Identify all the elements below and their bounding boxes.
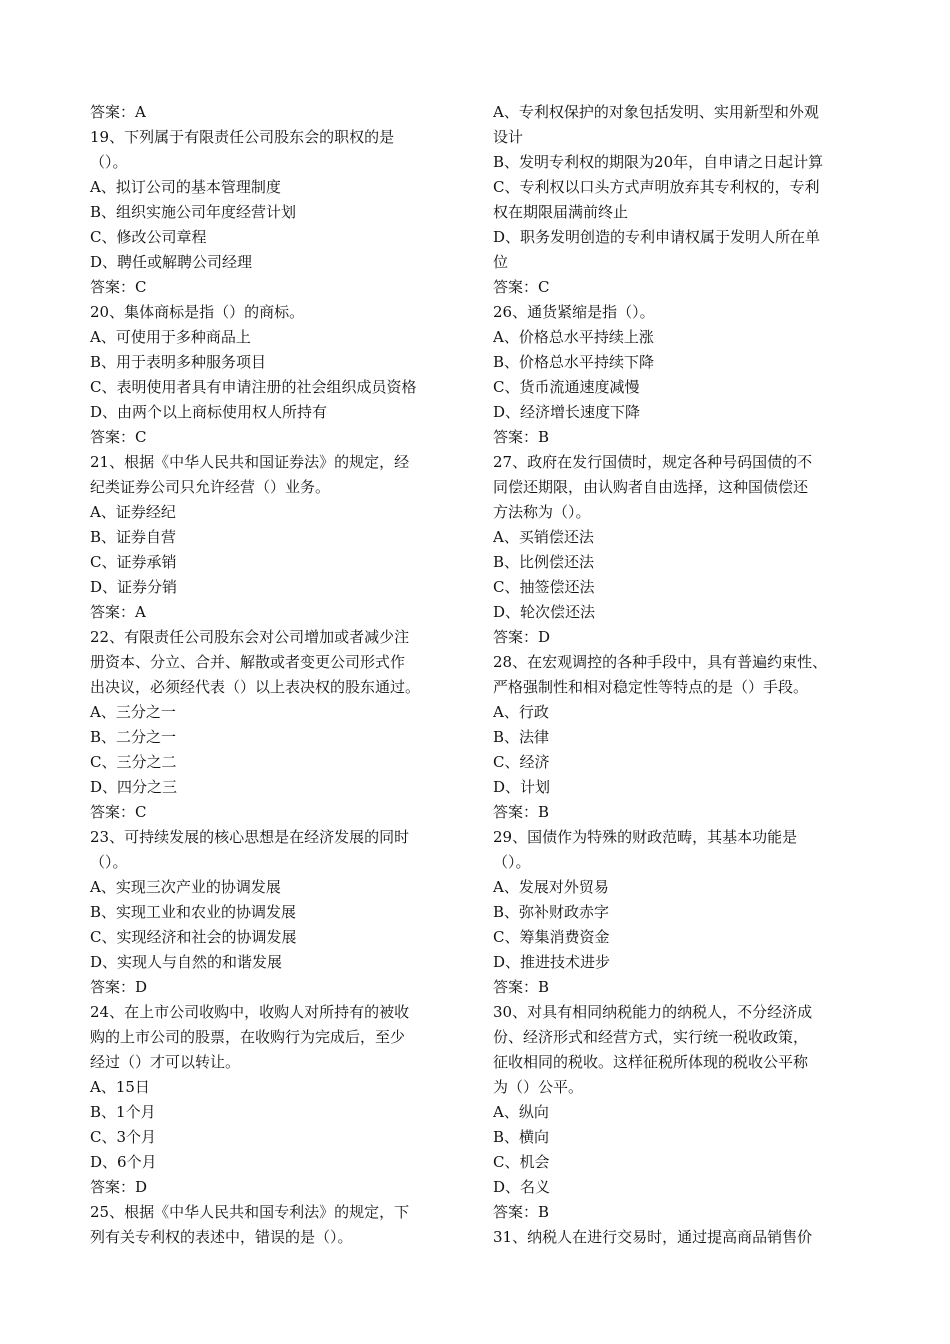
text-line: （）。 xyxy=(493,853,531,871)
text-line: D、计划 xyxy=(493,778,551,796)
text-line: 答案：C xyxy=(90,278,147,296)
text-line: 纪类证券公司只允许经营（）业务。 xyxy=(90,478,331,496)
text-line: 答案：D xyxy=(493,628,551,646)
text-line: C、抽签偿还法 xyxy=(493,578,595,596)
text-line: C、经济 xyxy=(493,753,550,771)
text-line: 列有关专利权的表述中，错误的是（）。 xyxy=(90,1228,353,1246)
text-line: 答案：B xyxy=(493,1203,550,1221)
text-line: C、修改公司章程 xyxy=(90,228,207,246)
text-line: 方法称为（）。 xyxy=(493,503,591,521)
text-line: （）。 xyxy=(90,153,128,171)
text-line: D、实现人与自然的和谐发展 xyxy=(90,953,283,971)
text-line: B、发明专利权的期限为20年，自申请之日起计算 xyxy=(493,153,824,171)
text-line: C、机会 xyxy=(493,1153,550,1171)
text-line: 21、根据《中华人民共和国证券法》的规定，经 xyxy=(90,453,410,471)
text-line: 出决议，必须经代表（）以上表决权的股东通过。 xyxy=(90,678,421,696)
text-line: D、经济增长速度下降 xyxy=(493,403,641,421)
text-line: 答案：A xyxy=(90,103,146,121)
text-line: 答案：D xyxy=(90,1178,148,1196)
text-line: 答案：B xyxy=(493,978,550,996)
text-line: B、弥补财政赤字 xyxy=(493,903,610,921)
text-line: A、可使用于多种商品上 xyxy=(90,328,251,346)
text-line: 29、国债作为特殊的财政范畴，其基本功能是 xyxy=(493,828,798,846)
text-line: 为（）公平。 xyxy=(493,1078,584,1096)
text-line: C、专利权以口头方式声明放弃其专利权的，专利 xyxy=(493,178,820,196)
text-line: 严格强制性和相对稳定性等特点的是（）手段。 xyxy=(493,678,809,696)
text-line: B、法律 xyxy=(493,728,550,746)
text-line: 经过（）才可以转让。 xyxy=(90,1053,241,1071)
text-line: A、买销偿还法 xyxy=(493,528,594,546)
text-line: A、行政 xyxy=(493,703,549,721)
text-line: D、四分之三 xyxy=(90,778,178,796)
text-line: B、证券自营 xyxy=(90,528,177,546)
text-line: B、二分之一 xyxy=(90,728,177,746)
text-line: 设计 xyxy=(493,128,524,146)
text-line: A、纵向 xyxy=(493,1103,549,1121)
text-line: 26、通货紧缩是指（）。 xyxy=(493,303,655,321)
text-line: B、价格总水平持续下降 xyxy=(493,353,655,371)
text-line: A、专利权保护的对象包括发明、实用新型和外观 xyxy=(493,103,819,121)
text-line: A、发展对外贸易 xyxy=(493,878,609,896)
text-line: 28、在宏观调控的各种手段中，具有普遍约束性、 xyxy=(493,653,828,671)
text-line: B、横向 xyxy=(493,1128,550,1146)
text-line: 22、有限责任公司股东会对公司增加或者减少注 xyxy=(90,628,410,646)
text-line: 30、对具有相同纳税能力的纳税人，不分经济成 xyxy=(493,1003,813,1021)
text-line: 购的上市公司的股票，在收购行为完成后，至少 xyxy=(90,1028,406,1046)
text-line: A、实现三次产业的协调发展 xyxy=(90,878,281,896)
text-line: A、三分之一 xyxy=(90,703,176,721)
text-line: 册资本、分立、合并、解散或者变更公司形式作 xyxy=(90,653,406,671)
text-line: 答案：C xyxy=(493,278,550,296)
text-line: B、1个月 xyxy=(90,1103,156,1121)
text-line: D、轮次偿还法 xyxy=(493,603,596,621)
text-line: 答案：D xyxy=(90,978,148,996)
text-line: D、职务发明创造的专利申请权属于发明人所在单 xyxy=(493,228,821,246)
text-line: B、比例偿还法 xyxy=(493,553,595,571)
text-line: 25、根据《中华人民共和国专利法》的规定，下 xyxy=(90,1203,410,1221)
text-line: C、筹集消费资金 xyxy=(493,928,610,946)
text-line: 19、下列属于有限责任公司股东会的职权的是 xyxy=(90,128,395,146)
text-line: A、价格总水平持续上涨 xyxy=(493,328,654,346)
text-line: B、组织实施公司年度经营计划 xyxy=(90,203,297,221)
text-line: C、表明使用者具有申请注册的社会组织成员资格 xyxy=(90,378,417,396)
text-line: D、证券分销 xyxy=(90,578,178,596)
text-line: 答案：A xyxy=(90,603,146,621)
text-line: A、证券经纪 xyxy=(90,503,176,521)
text-line: 27、政府在发行国债时，规定各种号码国债的不 xyxy=(493,453,813,471)
text-line: D、推进技术进步 xyxy=(493,953,611,971)
left-column xyxy=(90,100,465,1250)
text-line: D、名义 xyxy=(493,1178,551,1196)
text-line: A、15日 xyxy=(90,1078,150,1096)
text-line: 答案：C xyxy=(90,803,147,821)
text-line: D、6个月 xyxy=(90,1153,157,1171)
text-line: D、聘任或解聘公司经理 xyxy=(90,253,253,271)
right-column xyxy=(493,100,868,1250)
text-line: D、由两个以上商标使用权人所持有 xyxy=(90,403,328,421)
text-line: C、证券承销 xyxy=(90,553,177,571)
text-line: B、实现工业和农业的协调发展 xyxy=(90,903,297,921)
text-line: （）。 xyxy=(90,853,128,871)
text-line: 同偿还期限，由认购者自由选择，这种国债偿还 xyxy=(493,478,809,496)
text-line: B、用于表明多种服务项目 xyxy=(90,353,267,371)
text-line: C、实现经济和社会的协调发展 xyxy=(90,928,297,946)
text-line: C、3个月 xyxy=(90,1128,157,1146)
text-line: 24、在上市公司收购中，收购人对所持有的被收 xyxy=(90,1003,410,1021)
text-line: 份、经济形式和经营方式，实行统一税收政策， xyxy=(493,1028,809,1046)
text-line: 征收相同的税收。这样征税所体现的税收公平称 xyxy=(493,1053,809,1071)
text-line: C、货币流通速度减慢 xyxy=(493,378,640,396)
text-line: 20、集体商标是指（）的商标。 xyxy=(90,303,305,321)
text-line: 位 xyxy=(493,253,509,271)
text-line: 31、纳税人在进行交易时，通过提高商品销售价 xyxy=(493,1228,813,1246)
text-line: 答案：B xyxy=(493,803,550,821)
text-line: 权在期限届满前终止 xyxy=(493,203,629,221)
text-line: 答案：B xyxy=(493,428,550,446)
text-line: A、拟订公司的基本管理制度 xyxy=(90,178,281,196)
text-line: C、三分之二 xyxy=(90,753,177,771)
text-line: 答案：C xyxy=(90,428,147,446)
text-line: 23、可持续发展的核心思想是在经济发展的同时 xyxy=(90,828,410,846)
